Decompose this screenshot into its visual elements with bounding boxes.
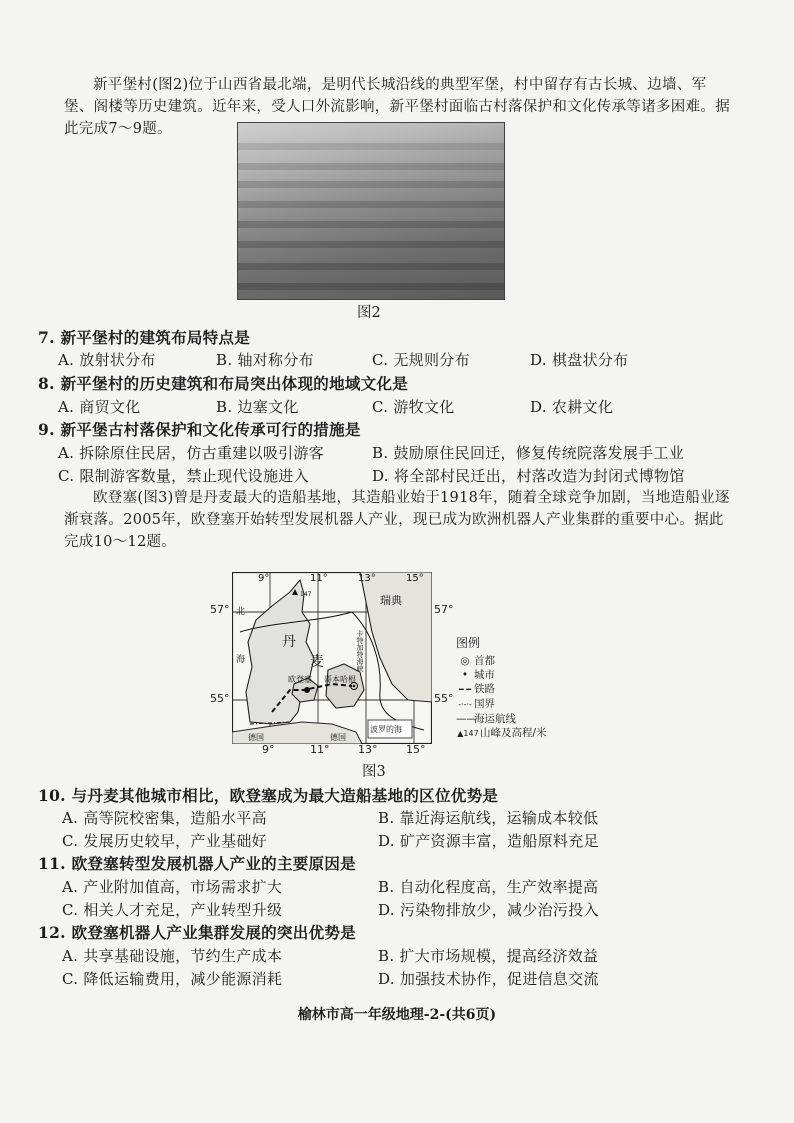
legend-item-capital: ◎ 首都 — [456, 654, 547, 668]
q7-option-b[interactable]: B. 轴对称分布 — [216, 351, 314, 369]
q7-option-c[interactable]: C. 无规则分布 — [372, 351, 470, 369]
question-10-stem: 10. 与丹麦其他城市相比，欧登塞成为最大造船基地的区位优势是 — [38, 786, 499, 805]
q12-option-a[interactable]: A. 共享基础设施，节约生产成本 — [62, 947, 283, 965]
q11-option-b[interactable]: B. 自动化程度高，生产效率提高 — [378, 878, 599, 896]
lat-label-55-right: 55° — [434, 692, 454, 705]
q11-option-c[interactable]: C. 相关人才充足，产业转型升级 — [62, 901, 283, 919]
q8-option-b[interactable]: B. 边塞文化 — [216, 398, 299, 416]
q8-option-a[interactable]: A. 商贸文化 — [58, 398, 141, 416]
label-sea: 海 — [236, 655, 246, 665]
q9-option-a[interactable]: A. 拆除原住民居，仿古重建以吸引游客 — [58, 444, 325, 462]
intro-passage-1: 新平堡村(图2)位于山西省最北端，是明代长城沿线的典型军堡，村中留存有古长城、边墙、军堡、阁楼等历史建筑。近年来，受人口外流影响，新平堡村面临古村落保护和文化传承等诸多困难。据此完成7～9题。 — [64, 77, 730, 137]
question-9-stem: 9. 新平堡古村落保护和文化传承可行的措施是 — [38, 420, 361, 439]
lat-label-57-right: 57° — [434, 603, 454, 616]
label-sweden: 瑞典 — [380, 594, 402, 607]
aerial-photo-village — [237, 122, 505, 300]
question-11-stem: 11. 欧登塞转型发展机器人产业的主要原因是 — [38, 854, 356, 873]
city-icon: • — [461, 669, 469, 681]
lon-label-11: 11° — [310, 573, 328, 584]
question-8-stem: 8. 新平堡村的历史建筑和布局突出体现的地域文化是 — [38, 374, 409, 393]
fig2-caption: 图2 — [357, 305, 381, 321]
q10-option-c[interactable]: C. 发展历史较早，产业基础好 — [62, 832, 267, 850]
lon-label-9: 9° — [258, 573, 270, 584]
capital-icon: ◎ — [460, 655, 470, 667]
label-baltic: 波罗的海 — [370, 725, 402, 734]
q9-option-d[interactable]: D. 将全部村民迁出，村落改造为封闭式博物馆 — [372, 467, 685, 485]
q10-option-d[interactable]: D. 矿产资源丰富，造船原料充足 — [378, 832, 599, 850]
q8-option-c[interactable]: C. 游牧文化 — [372, 398, 455, 416]
label-kattegat: 卡特加特海峡 — [356, 630, 364, 672]
lon-label-15-bottom: 15° — [406, 743, 426, 756]
q11-option-d[interactable]: D. 污染物排放少，减少治污投入 — [378, 901, 599, 919]
legend-item-railway: ━ ━ 铁路 — [456, 682, 547, 697]
intro-passage-2: 欧登塞(图3)曾是丹麦最大的造船基地，其造船业始于1918年，随着全球竞争加剧，当地造船业逐渐衰落。2005年，欧登塞开始转型发展机器人产业，现已成为欧洲机器人产业集群的重要中心。据此完成10～12题。 — [64, 490, 730, 550]
label-north: 北 — [236, 607, 246, 617]
lat-label-57-left: 57° — [210, 603, 230, 616]
q9-option-b[interactable]: B. 鼓励原住民回迁，修复传统院落发展手工业 — [372, 444, 685, 462]
q12-option-c[interactable]: C. 降低运输费用，减少能源消耗 — [62, 970, 283, 988]
label-germany-2: 德国 — [330, 733, 346, 742]
q9-option-c[interactable]: C. 限制游客数量，禁止现代设施进入 — [58, 467, 309, 485]
q10-option-a[interactable]: A. 高等院校密集，造船水平高 — [62, 809, 267, 827]
q7-option-a[interactable]: A. 放射状分布 — [58, 351, 156, 369]
legend-item-peak: ▲147山峰及高程/米 — [457, 727, 547, 739]
page-footer: 榆林市高一年级地理-2-(共6页) — [297, 1007, 497, 1023]
q10-option-b[interactable]: B. 靠近海运航线，运输成本较低 — [378, 809, 599, 827]
lon-label-11-bottom: 11° — [310, 743, 330, 756]
label-denmark-1: 丹 — [282, 634, 296, 650]
railway-icon: ━ ━ — [458, 685, 472, 694]
peak-icon: ▲147 — [457, 729, 479, 738]
label-copenhagen: 哥本哈根 — [324, 675, 356, 684]
label-odense: 欧登塞 — [288, 675, 312, 684]
peak-height-label: 147 — [300, 591, 312, 598]
fig3-caption: 图3 — [362, 764, 386, 780]
legend-item-border: -·-·- 国界 — [456, 697, 547, 712]
map-legend — [456, 636, 547, 741]
lon-label-15: 15° — [406, 573, 424, 584]
legend-item-shipping-route: ——海运航线 — [456, 713, 516, 725]
border-icon: -·-·- — [458, 700, 472, 709]
legend-title: 图例 — [456, 636, 481, 650]
label-germany-1: 德国 — [248, 733, 264, 742]
label-denmark-2: 麦 — [310, 654, 324, 670]
lon-label-13: 13° — [358, 573, 376, 584]
lat-label-55-left: 55° — [210, 692, 230, 705]
legend-item-city: • 城市 — [456, 668, 547, 682]
question-7-stem: 7. 新平堡村的建筑布局特点是 — [38, 328, 251, 347]
q11-option-a[interactable]: A. 产业附加值高，市场需求扩大 — [62, 878, 283, 896]
q7-option-d[interactable]: D. 棋盘状分布 — [530, 351, 629, 369]
question-12-stem: 12. 欧登塞机器人产业集群发展的突出优势是 — [38, 923, 356, 942]
shipping-route-icon: —— — [456, 713, 477, 725]
q8-option-d[interactable]: D. 农耕文化 — [530, 398, 614, 416]
q12-option-d[interactable]: D. 加强技术协作，促进信息交流 — [378, 970, 599, 988]
map-denmark — [232, 572, 432, 744]
odense-city-icon — [304, 687, 310, 693]
q12-option-b[interactable]: B. 扩大市场规模，提高经济效益 — [378, 947, 599, 965]
lon-label-13-bottom: 13° — [358, 743, 378, 756]
lon-label-9-bottom: 9° — [262, 743, 275, 756]
